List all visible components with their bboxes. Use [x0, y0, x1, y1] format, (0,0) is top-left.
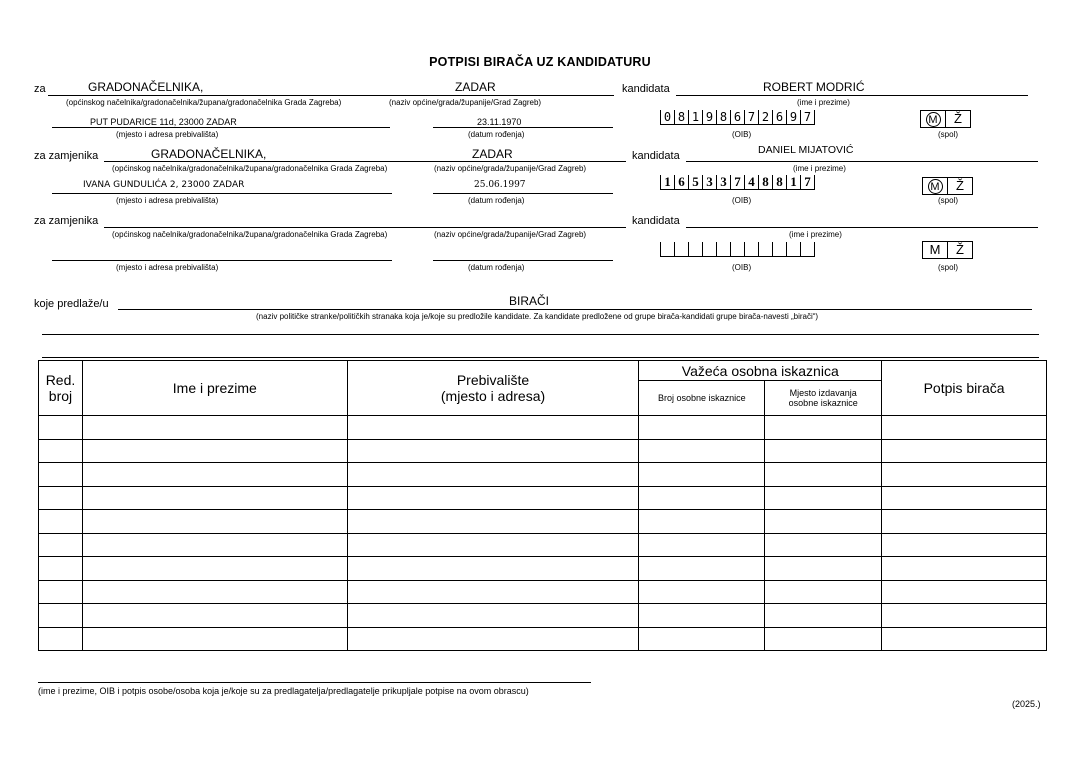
caption-name: (ime i prezime) [797, 98, 850, 107]
col-header-id-number: Broj osobne iskaznice [639, 381, 765, 416]
cell-name[interactable] [82, 510, 347, 534]
oib-digit[interactable]: 3 [716, 175, 730, 189]
cell-signature[interactable] [882, 604, 1047, 628]
caption-spol: (spol) [938, 196, 959, 205]
table-row [39, 439, 1047, 463]
oib-digit[interactable]: 9 [702, 110, 716, 124]
oib-digit[interactable]: 4 [744, 175, 758, 189]
oib-digit[interactable]: 3 [702, 175, 716, 189]
cell-residence[interactable] [347, 439, 639, 463]
cell-residence[interactable] [347, 486, 639, 510]
oib-digit[interactable] [730, 242, 744, 256]
caption-spol: (spol) [938, 130, 959, 139]
party-line [118, 309, 1032, 310]
caption-place: (naziv općine/grada/županije/Grad Zagreb) [434, 164, 587, 173]
oib-digit[interactable]: 1 [688, 110, 702, 124]
cell-signature[interactable] [882, 580, 1047, 604]
cell-residence[interactable] [347, 557, 639, 581]
deputy1-office[interactable]: GRADONAČELNIKA, [151, 147, 267, 161]
oib-digit[interactable] [688, 242, 702, 256]
cell-id-number[interactable] [639, 463, 765, 487]
cell-id-number[interactable] [639, 533, 765, 557]
cell-id-number[interactable] [639, 439, 765, 463]
col-header-broj: broj [48, 388, 73, 404]
signatures-table [38, 360, 1047, 651]
address-line [52, 193, 392, 194]
deputy2-oib[interactable] [660, 242, 815, 257]
cell-id-number[interactable] [639, 604, 765, 628]
cell-id-place[interactable] [765, 510, 882, 534]
col-header-id-place-1: Mjesto izdavanja [789, 388, 857, 398]
cell-id-place[interactable] [765, 604, 882, 628]
cell-signature[interactable] [882, 416, 1047, 440]
table-row [39, 580, 1047, 604]
oib-digit[interactable] [716, 242, 730, 256]
cell-red-broj[interactable] [39, 627, 83, 651]
caption-party: (naziv političke stranke/političkih stranaka koja je/koje su predložile kandidate. Za kandidate predložene od grupe birača-kandidati grupe birača-navesti „birači“) [256, 312, 819, 321]
col-header-id-place-2: osobne iskaznice [788, 398, 858, 408]
oib-digit[interactable] [744, 242, 758, 256]
cell-signature[interactable] [882, 439, 1047, 463]
candidate-address[interactable]: PUT PUDARICE 11d, 23000 ZADAR [90, 117, 237, 127]
cell-red-broj[interactable] [39, 580, 83, 604]
candidate-dob[interactable]: 23.11.1970 [477, 117, 522, 127]
name-line [676, 95, 1028, 96]
oib-digit[interactable] [702, 242, 716, 256]
cell-id-place[interactable] [765, 439, 882, 463]
address-line [52, 127, 390, 128]
oib-digit[interactable]: 1 [660, 175, 674, 189]
cell-signature[interactable] [882, 557, 1047, 581]
table-row [39, 557, 1047, 581]
form-year: (2025.) [1012, 699, 1041, 709]
deputy1-name[interactable]: DANIEL MIJATOVIĆ [758, 144, 854, 156]
oib-digit[interactable] [758, 242, 772, 256]
cell-name[interactable] [82, 439, 347, 463]
oib-digit[interactable]: 1 [786, 175, 800, 189]
cell-id-number[interactable] [639, 580, 765, 604]
cell-residence[interactable] [347, 604, 639, 628]
col-header-residence-title: Prebivalište [456, 372, 530, 388]
caption-place: (naziv općine/grada/županije/Grad Zagreb) [389, 98, 542, 107]
address-line[interactable] [52, 260, 392, 261]
cell-id-place[interactable] [765, 486, 882, 510]
party-name[interactable]: BIRAČI [509, 294, 550, 308]
label-kandidata: kandidata [632, 215, 680, 227]
label-kandidata: kandidata [622, 83, 670, 95]
cell-residence[interactable] [347, 416, 639, 440]
cell-id-place[interactable] [765, 463, 882, 487]
table-row [39, 533, 1047, 557]
cell-red-broj[interactable] [39, 416, 83, 440]
form-title: POTPISI BIRAČA UZ KANDIDATURU [429, 55, 651, 69]
caption-oib: (OIB) [732, 130, 752, 139]
cell-signature[interactable] [882, 627, 1047, 651]
gender-z-option[interactable]: Ž [945, 111, 970, 127]
cell-residence[interactable] [347, 627, 639, 651]
cell-id-number[interactable] [639, 416, 765, 440]
table-row [39, 463, 1047, 487]
caption-dob: (datum rođenja) [468, 263, 525, 272]
caption-spol: (spol) [938, 263, 959, 272]
candidate-place[interactable]: ZADAR [455, 80, 496, 94]
caption-dob: (datum rođenja) [468, 196, 525, 205]
table-row [39, 486, 1047, 510]
oib-digit[interactable]: 7 [800, 110, 815, 124]
name-line [686, 161, 1038, 162]
gender-z-option[interactable]: Ž [947, 178, 972, 194]
oib-digit[interactable]: 7 [800, 175, 815, 189]
caption-address: (mjesto i adresa prebivališta) [116, 263, 219, 272]
caption-name: (ime i prezime) [789, 230, 842, 239]
cell-id-place[interactable] [765, 533, 882, 557]
cell-residence[interactable] [347, 580, 639, 604]
oib-digit[interactable]: 6 [674, 175, 688, 189]
cell-id-number[interactable] [639, 486, 765, 510]
caption-address: (mjesto i adresa prebivališta) [116, 196, 219, 205]
cell-signature[interactable] [882, 463, 1047, 487]
cell-name[interactable] [82, 580, 347, 604]
cell-name[interactable] [82, 533, 347, 557]
cell-red-broj[interactable] [39, 604, 83, 628]
oib-digit[interactable]: 9 [786, 110, 800, 124]
cell-id-place[interactable] [765, 580, 882, 604]
cell-id-number[interactable] [639, 557, 765, 581]
cell-id-place[interactable] [765, 416, 882, 440]
oib-digit[interactable]: 8 [674, 110, 688, 124]
col-header-red-broj [39, 361, 83, 416]
oib-digit[interactable]: 5 [688, 175, 702, 189]
cell-residence[interactable] [347, 510, 639, 534]
deputy1-address[interactable]: IVANA GUNDULIĆA 2, 23000 ZADAR [83, 180, 245, 190]
label-za-zamjenika: za zamjenika [34, 215, 99, 227]
name-line[interactable] [686, 227, 1038, 228]
cell-name[interactable] [82, 486, 347, 510]
deputy1-place[interactable]: ZADAR [472, 147, 513, 161]
cell-id-place[interactable] [765, 557, 882, 581]
party-extra-line[interactable] [42, 357, 1039, 358]
dob-line[interactable] [433, 260, 613, 261]
oib-digit[interactable] [786, 242, 800, 256]
table-row [39, 627, 1047, 651]
cell-id-number[interactable] [639, 627, 765, 651]
caption-name: (ime i prezime) [793, 164, 846, 173]
table-row [39, 604, 1047, 628]
caption-place: (naziv općine/grada/županije/Grad Zagreb) [434, 230, 587, 239]
candidate-name[interactable]: ROBERT MODRIĆ [763, 80, 865, 94]
cell-residence[interactable] [347, 463, 639, 487]
deputy2-gender[interactable] [922, 241, 973, 259]
table-row [39, 416, 1047, 440]
cell-name[interactable] [82, 604, 347, 628]
cell-signature[interactable] [882, 533, 1047, 557]
cell-signature[interactable] [882, 510, 1047, 534]
oib-digit[interactable]: 6 [772, 110, 786, 124]
candidate-office[interactable]: GRADONAČELNIKA, [88, 80, 204, 94]
gender-m-option[interactable]: M [926, 112, 941, 127]
caption-office: (općinskog načelnika/gradonačelnika/župana/gradonačelnika Grada Zagreba) [66, 98, 342, 107]
caption-oib: (OIB) [732, 196, 752, 205]
oib-digit[interactable]: 6 [730, 110, 744, 124]
oib-digit[interactable] [674, 242, 688, 256]
oib-digit[interactable]: 7 [730, 175, 744, 189]
deputy1-oib[interactable] [660, 175, 815, 190]
col-header-red: Red. [45, 372, 76, 388]
cell-red-broj[interactable] [39, 486, 83, 510]
cell-residence[interactable] [347, 533, 639, 557]
oib-digit[interactable] [772, 242, 786, 256]
caption-address: (mjesto i adresa prebivališta) [116, 130, 219, 139]
cell-name[interactable] [82, 463, 347, 487]
caption-dob: (datum rođenja) [468, 130, 525, 139]
cell-id-place[interactable] [765, 627, 882, 651]
cell-name[interactable] [82, 557, 347, 581]
cell-red-broj[interactable] [39, 439, 83, 463]
col-header-name: Ime i prezime [82, 361, 347, 416]
gender-m-option[interactable]: M [928, 179, 943, 194]
deputy1-dob[interactable]: 25.06.1997 [474, 180, 526, 190]
oib-digit[interactable]: 8 [716, 110, 730, 124]
col-header-residence-sub: (mjesto i adresa) [440, 388, 546, 404]
label-kandidata: kandidata [632, 150, 680, 162]
label-za-zamjenika: za zamjenika [34, 150, 99, 162]
cell-id-number[interactable] [639, 510, 765, 534]
caption-oib: (OIB) [732, 263, 752, 272]
cell-red-broj[interactable] [39, 557, 83, 581]
candidate-oib[interactable] [660, 110, 815, 125]
cell-signature[interactable] [882, 486, 1047, 510]
oib-digit[interactable]: 8 [772, 175, 786, 189]
oib-digit[interactable]: 8 [758, 175, 772, 189]
gender-z-option[interactable]: Ž [947, 242, 972, 258]
deputy1-gender[interactable] [922, 177, 973, 195]
caption-office: (općinskog načelnika/gradonačelnika/župana/gradonačelnika Grada Zagreba) [112, 230, 388, 239]
oib-digit[interactable] [660, 242, 674, 256]
candidate-gender[interactable] [920, 110, 971, 128]
table-row [39, 510, 1047, 534]
cell-red-broj[interactable] [39, 510, 83, 534]
cell-name[interactable] [82, 416, 347, 440]
collector-line[interactable] [38, 682, 591, 683]
oib-digit[interactable]: 0 [660, 110, 674, 124]
cell-name[interactable] [82, 627, 347, 651]
office-line [48, 95, 614, 96]
col-header-residence [347, 361, 639, 416]
dob-line [433, 193, 613, 194]
caption-office: (općinskog načelnika/gradonačelnika/župana/gradonačelnika Grada Zagreba) [112, 164, 388, 173]
party-extra-line[interactable] [42, 334, 1039, 335]
footer-note: (ime i prezime, OIB i potpis osobe/osoba koja je/koje su za predlagatelja/predlagatelje prikupljale potpise na ovom obrascu) [38, 686, 529, 696]
gender-m-option[interactable]: M [929, 242, 941, 257]
oib-digit[interactable] [800, 242, 815, 256]
dob-line [433, 127, 613, 128]
col-header-id-place [765, 381, 882, 416]
oib-digit[interactable]: 7 [744, 110, 758, 124]
col-header-signature: Potpis birača [882, 361, 1047, 416]
label-koje-predlaze: koje predlaže/u [34, 298, 109, 310]
label-za: za [34, 83, 46, 95]
col-header-id: Važeća osobna iskaznica [639, 361, 882, 381]
oib-digit[interactable]: 2 [758, 110, 772, 124]
office-line[interactable] [104, 227, 626, 228]
cell-red-broj[interactable] [39, 533, 83, 557]
cell-red-broj[interactable] [39, 463, 83, 487]
office-line [104, 161, 626, 162]
